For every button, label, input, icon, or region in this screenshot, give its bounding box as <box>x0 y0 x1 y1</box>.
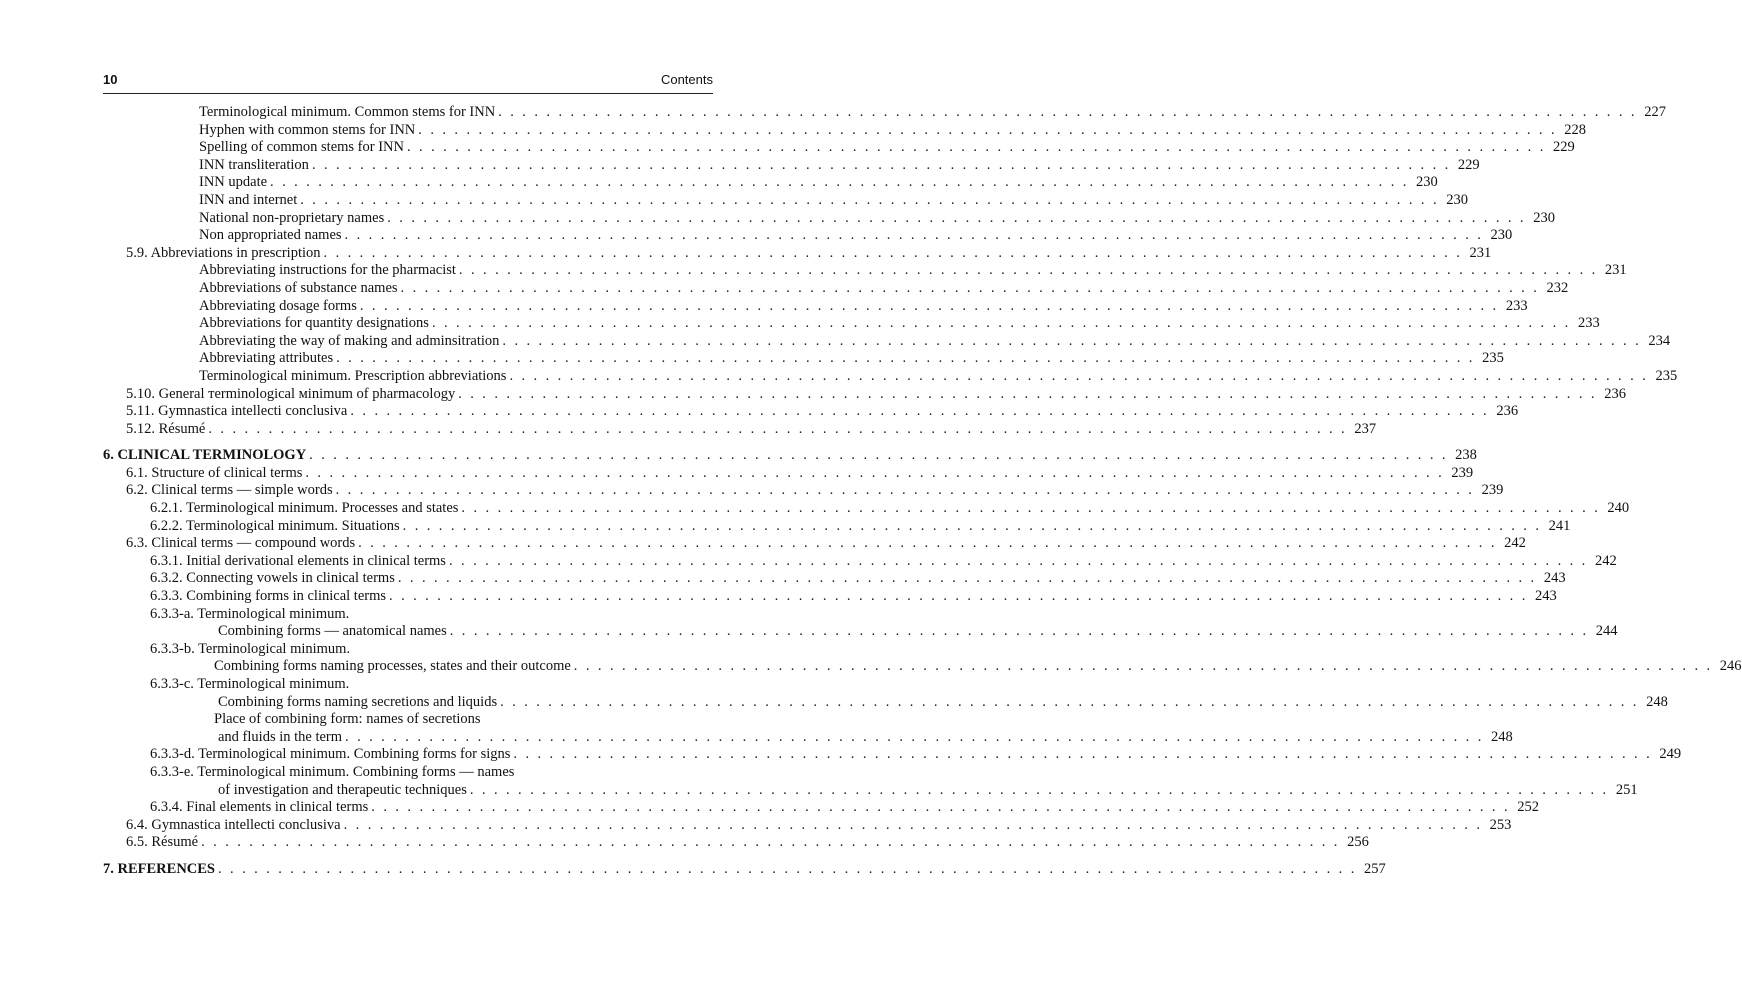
dot-leader <box>309 447 1448 465</box>
toc-entry <box>103 517 1571 536</box>
toc-entry-page: 246 <box>1719 658 1742 675</box>
dot-leader <box>312 157 1451 175</box>
toc-entry-page: 243 <box>1543 570 1566 587</box>
table-of-contents <box>103 104 1742 879</box>
toc-entry <box>103 764 713 782</box>
toc-entry-page: 244 <box>1595 623 1618 640</box>
dot-leader <box>500 694 1639 712</box>
toc-entry-page: 236 <box>1604 385 1626 402</box>
toc-entry-label: Abbreviating dosage forms <box>199 297 357 314</box>
toc-entry-label: Place of combining form: names of secretions <box>214 711 481 728</box>
toc-entry <box>103 227 1513 245</box>
dot-leader <box>403 518 1542 536</box>
toc-entry-page: 232 <box>1546 279 1569 296</box>
dot-leader <box>305 465 1444 483</box>
toc-entry-page: 228 <box>1564 121 1586 138</box>
toc-entry <box>103 711 713 729</box>
toc-entry-page: 252 <box>1517 799 1539 816</box>
dot-leader <box>336 482 1475 500</box>
dot-leader <box>450 623 1589 641</box>
toc-entry-label: 6.3.3. Combining forms in clinical terms <box>150 588 387 605</box>
toc-entry-page: 230 <box>1490 227 1513 244</box>
toc-entry <box>103 315 1600 333</box>
dot-leader <box>324 245 1463 263</box>
dot-leader <box>401 280 1540 298</box>
dot-leader <box>201 834 1340 852</box>
toc-entry-label: 6.3.3-c. Terminological minimum. <box>150 676 350 692</box>
toc-entry <box>103 693 1668 712</box>
toc-entry-label: 6.3.1. Initial derivational elements in clinical terms <box>150 552 446 569</box>
dot-leader <box>371 799 1510 817</box>
dot-leader <box>574 658 1713 676</box>
toc-entry <box>103 385 1626 404</box>
dot-leader <box>449 553 1588 571</box>
toc-entry-label: Combining forms naming processes, states and their outcome <box>214 658 571 675</box>
toc-entry <box>103 464 1474 483</box>
toc-entry-label: Non appropriated names <box>199 227 342 244</box>
toc-entry <box>103 570 1566 588</box>
toc-entry-label: 6.3.3-b. Terminological minimum. <box>150 640 351 657</box>
dot-leader <box>358 535 1497 553</box>
dot-leader <box>458 386 1597 404</box>
dot-leader <box>387 210 1526 228</box>
toc-entry-label: 5.10. General тerminological мinimum of pharmacology <box>126 385 456 402</box>
toc-entry-page: 239 <box>1451 464 1474 481</box>
toc-entry-label: Terminological minimum. Prescription abbreviations <box>199 367 507 384</box>
toc-entry-label: Combining forms naming secretions and liquids <box>218 693 498 710</box>
toc-entry <box>103 367 1678 386</box>
toc-entry <box>103 420 1377 439</box>
toc-entry <box>103 244 1492 263</box>
toc-entry-page: 235 <box>1655 367 1678 384</box>
toc-entry <box>103 834 1369 852</box>
toc-entry-label: 6.3.4. Final elements in clinical terms <box>150 799 369 816</box>
dot-leader <box>344 817 1483 835</box>
toc-entry-page: 233 <box>1577 315 1600 332</box>
dot-leader <box>502 333 1641 351</box>
toc-entry <box>103 332 1671 351</box>
toc-entry <box>103 746 1682 764</box>
toc-entry-page: 241 <box>1548 517 1571 534</box>
toc-entry-label: 5.12. Résumé <box>126 420 206 437</box>
toc-entry-page: 231 <box>1469 244 1492 261</box>
toc-entry-label: 5.11. Gymnastica intellecti conclusiva <box>126 403 348 420</box>
toc-entry <box>103 121 1586 140</box>
toc-entry <box>103 209 1555 228</box>
dot-leader <box>418 122 1557 140</box>
toc-entry <box>103 482 1504 500</box>
toc-entry <box>103 588 1557 606</box>
toc-entry-page: 229 <box>1457 156 1480 173</box>
toc-entry-label: 6.2.1. Terminological minimum. Processes and states <box>150 500 459 517</box>
toc-entry-label: 6.2.2. Terminological minimum. Situations <box>150 517 400 534</box>
toc-entry-page: 238 <box>1455 447 1477 464</box>
toc-entry-label: 6. CLINICAL TERMINOLOGY <box>103 447 307 464</box>
toc-entry-page: 230 <box>1446 191 1468 208</box>
toc-entry-label: 6.3.2. Connecting vowels in clinical terms <box>150 570 395 587</box>
toc-entry-label: 6.3.3-e. Terminological minimum. Combining forms — names <box>150 763 515 780</box>
toc-entry <box>103 350 1504 368</box>
toc-entry-page: 235 <box>1482 350 1504 367</box>
toc-entry-label: INN and internet <box>199 191 298 208</box>
dot-leader <box>350 403 1489 421</box>
toc-entry <box>103 606 713 624</box>
toc-entry-page: 242 <box>1504 535 1526 552</box>
toc-entry <box>103 623 1618 641</box>
toc-entry <box>103 728 1513 747</box>
toc-entry-page: 239 <box>1481 482 1504 499</box>
dot-leader <box>345 227 1484 245</box>
toc-entry-label: Hyphen with common stems for INN <box>199 121 416 138</box>
toc-entry <box>103 641 713 659</box>
toc-entry <box>103 816 1512 835</box>
toc-entry-label: Abbreviations of substance names <box>199 279 398 296</box>
toc-entry-page: 230 <box>1416 174 1438 191</box>
toc-entry-page: 237 <box>1354 420 1377 437</box>
toc-entry <box>103 658 1742 676</box>
toc-entry <box>103 262 1627 280</box>
toc-entry-page: 248 <box>1646 693 1668 710</box>
toc-entry-label: Abbreviating instructions for the pharmacist <box>199 262 456 279</box>
toc-entry <box>103 174 1438 192</box>
dot-leader <box>270 174 1409 192</box>
toc-entry <box>103 139 1575 157</box>
toc-entry <box>103 535 1526 553</box>
toc-entry-page: 229 <box>1552 139 1575 156</box>
toc-entry-label: Spelling of common stems for INN <box>199 139 404 156</box>
toc-entry-label: INN transliteration <box>199 156 309 173</box>
toc-entry-page: 233 <box>1505 297 1528 314</box>
toc-entry-label: of investigation and therapeutic techniques <box>218 781 467 798</box>
toc-entry-label: Combining forms — anatomical names <box>218 623 447 640</box>
toc-entry-label: 6.2. Clinical terms — simple words <box>126 482 333 499</box>
toc-entry <box>103 860 1386 879</box>
dot-leader <box>513 746 1652 764</box>
toc-entry-label: 7. REFERENCES <box>103 860 215 877</box>
toc-entry-page: 243 <box>1535 588 1557 605</box>
dot-leader <box>432 315 1571 333</box>
toc-entry-label: National non-proprietary names <box>199 209 385 226</box>
toc-entry-page: 231 <box>1604 262 1627 279</box>
toc-entry-page: 240 <box>1607 500 1630 517</box>
toc-entry <box>103 104 1666 122</box>
page-number: 10 <box>103 72 118 87</box>
dot-leader <box>360 298 1499 316</box>
toc-entry-label: Abbreviations for quantity designations <box>199 315 429 332</box>
toc-entry <box>103 279 1569 298</box>
toc-entry-page: 227 <box>1644 104 1666 120</box>
toc-entry <box>103 191 1468 210</box>
toc-entry <box>103 676 713 694</box>
dot-leader <box>407 139 1546 157</box>
toc-entry-page: 242 <box>1594 552 1617 569</box>
dot-leader <box>459 262 1598 280</box>
dot-leader <box>509 368 1648 386</box>
toc-entry-label: 6.1. Structure of clinical terms <box>126 464 303 481</box>
toc-entry-label: 6.4. Gymnastica intellecti conclusiva <box>126 816 341 833</box>
toc-entry-label: INN update <box>199 174 268 191</box>
toc-entry <box>103 552 1617 571</box>
dot-leader <box>300 192 1439 210</box>
toc-entry-page: 256 <box>1347 834 1369 851</box>
dot-leader <box>208 421 1347 439</box>
toc-entry <box>103 500 1630 518</box>
toc-entry-page: 249 <box>1659 746 1682 763</box>
toc-entry-label: 6.3.3-d. Terminological minimum. Combining forms for signs <box>150 746 511 763</box>
toc-entry-label: 6.3.3-a. Terminological minimum. <box>150 605 350 622</box>
dot-leader <box>345 729 1484 747</box>
dot-leader <box>218 861 1357 879</box>
toc-entry-label: Abbreviating attributes <box>199 350 334 367</box>
toc-entry-page: 257 <box>1363 860 1386 877</box>
toc-entry-label: 6.5. Résumé <box>126 834 199 851</box>
toc-entry <box>103 403 1519 421</box>
toc-entry-label: and fluids in the term <box>218 728 343 745</box>
toc-entry <box>103 297 1528 316</box>
dot-leader <box>461 500 1600 518</box>
toc-entry <box>103 156 1480 175</box>
toc-entry-page: 234 <box>1648 332 1671 349</box>
toc-entry-page: 230 <box>1533 209 1555 226</box>
toc-entry-label: 5.9. Abbreviations in prescription <box>126 244 321 261</box>
toc-entry-page: 253 <box>1489 816 1512 833</box>
dot-leader <box>336 350 1475 368</box>
toc-entry-page: 248 <box>1491 728 1513 745</box>
toc-entry <box>103 781 1638 800</box>
toc-entry <box>103 799 1539 817</box>
toc-entry-page: 251 <box>1615 781 1638 798</box>
toc-entry-page: 236 <box>1496 403 1519 420</box>
dot-leader <box>389 588 1528 606</box>
toc-entry-label: Terminological minimum. Common stems for INN <box>199 104 496 120</box>
toc-entry-label: 6.3. Clinical terms — compound words <box>126 535 356 552</box>
toc-entry <box>103 447 1477 465</box>
running-header <box>103 71 713 94</box>
dot-leader <box>398 570 1537 588</box>
dot-leader <box>498 104 1637 122</box>
section-title: Contents <box>660 72 713 87</box>
toc-entry-label: Abbreviating the way of making and adminsitration <box>199 332 500 349</box>
dot-leader <box>470 782 1609 800</box>
